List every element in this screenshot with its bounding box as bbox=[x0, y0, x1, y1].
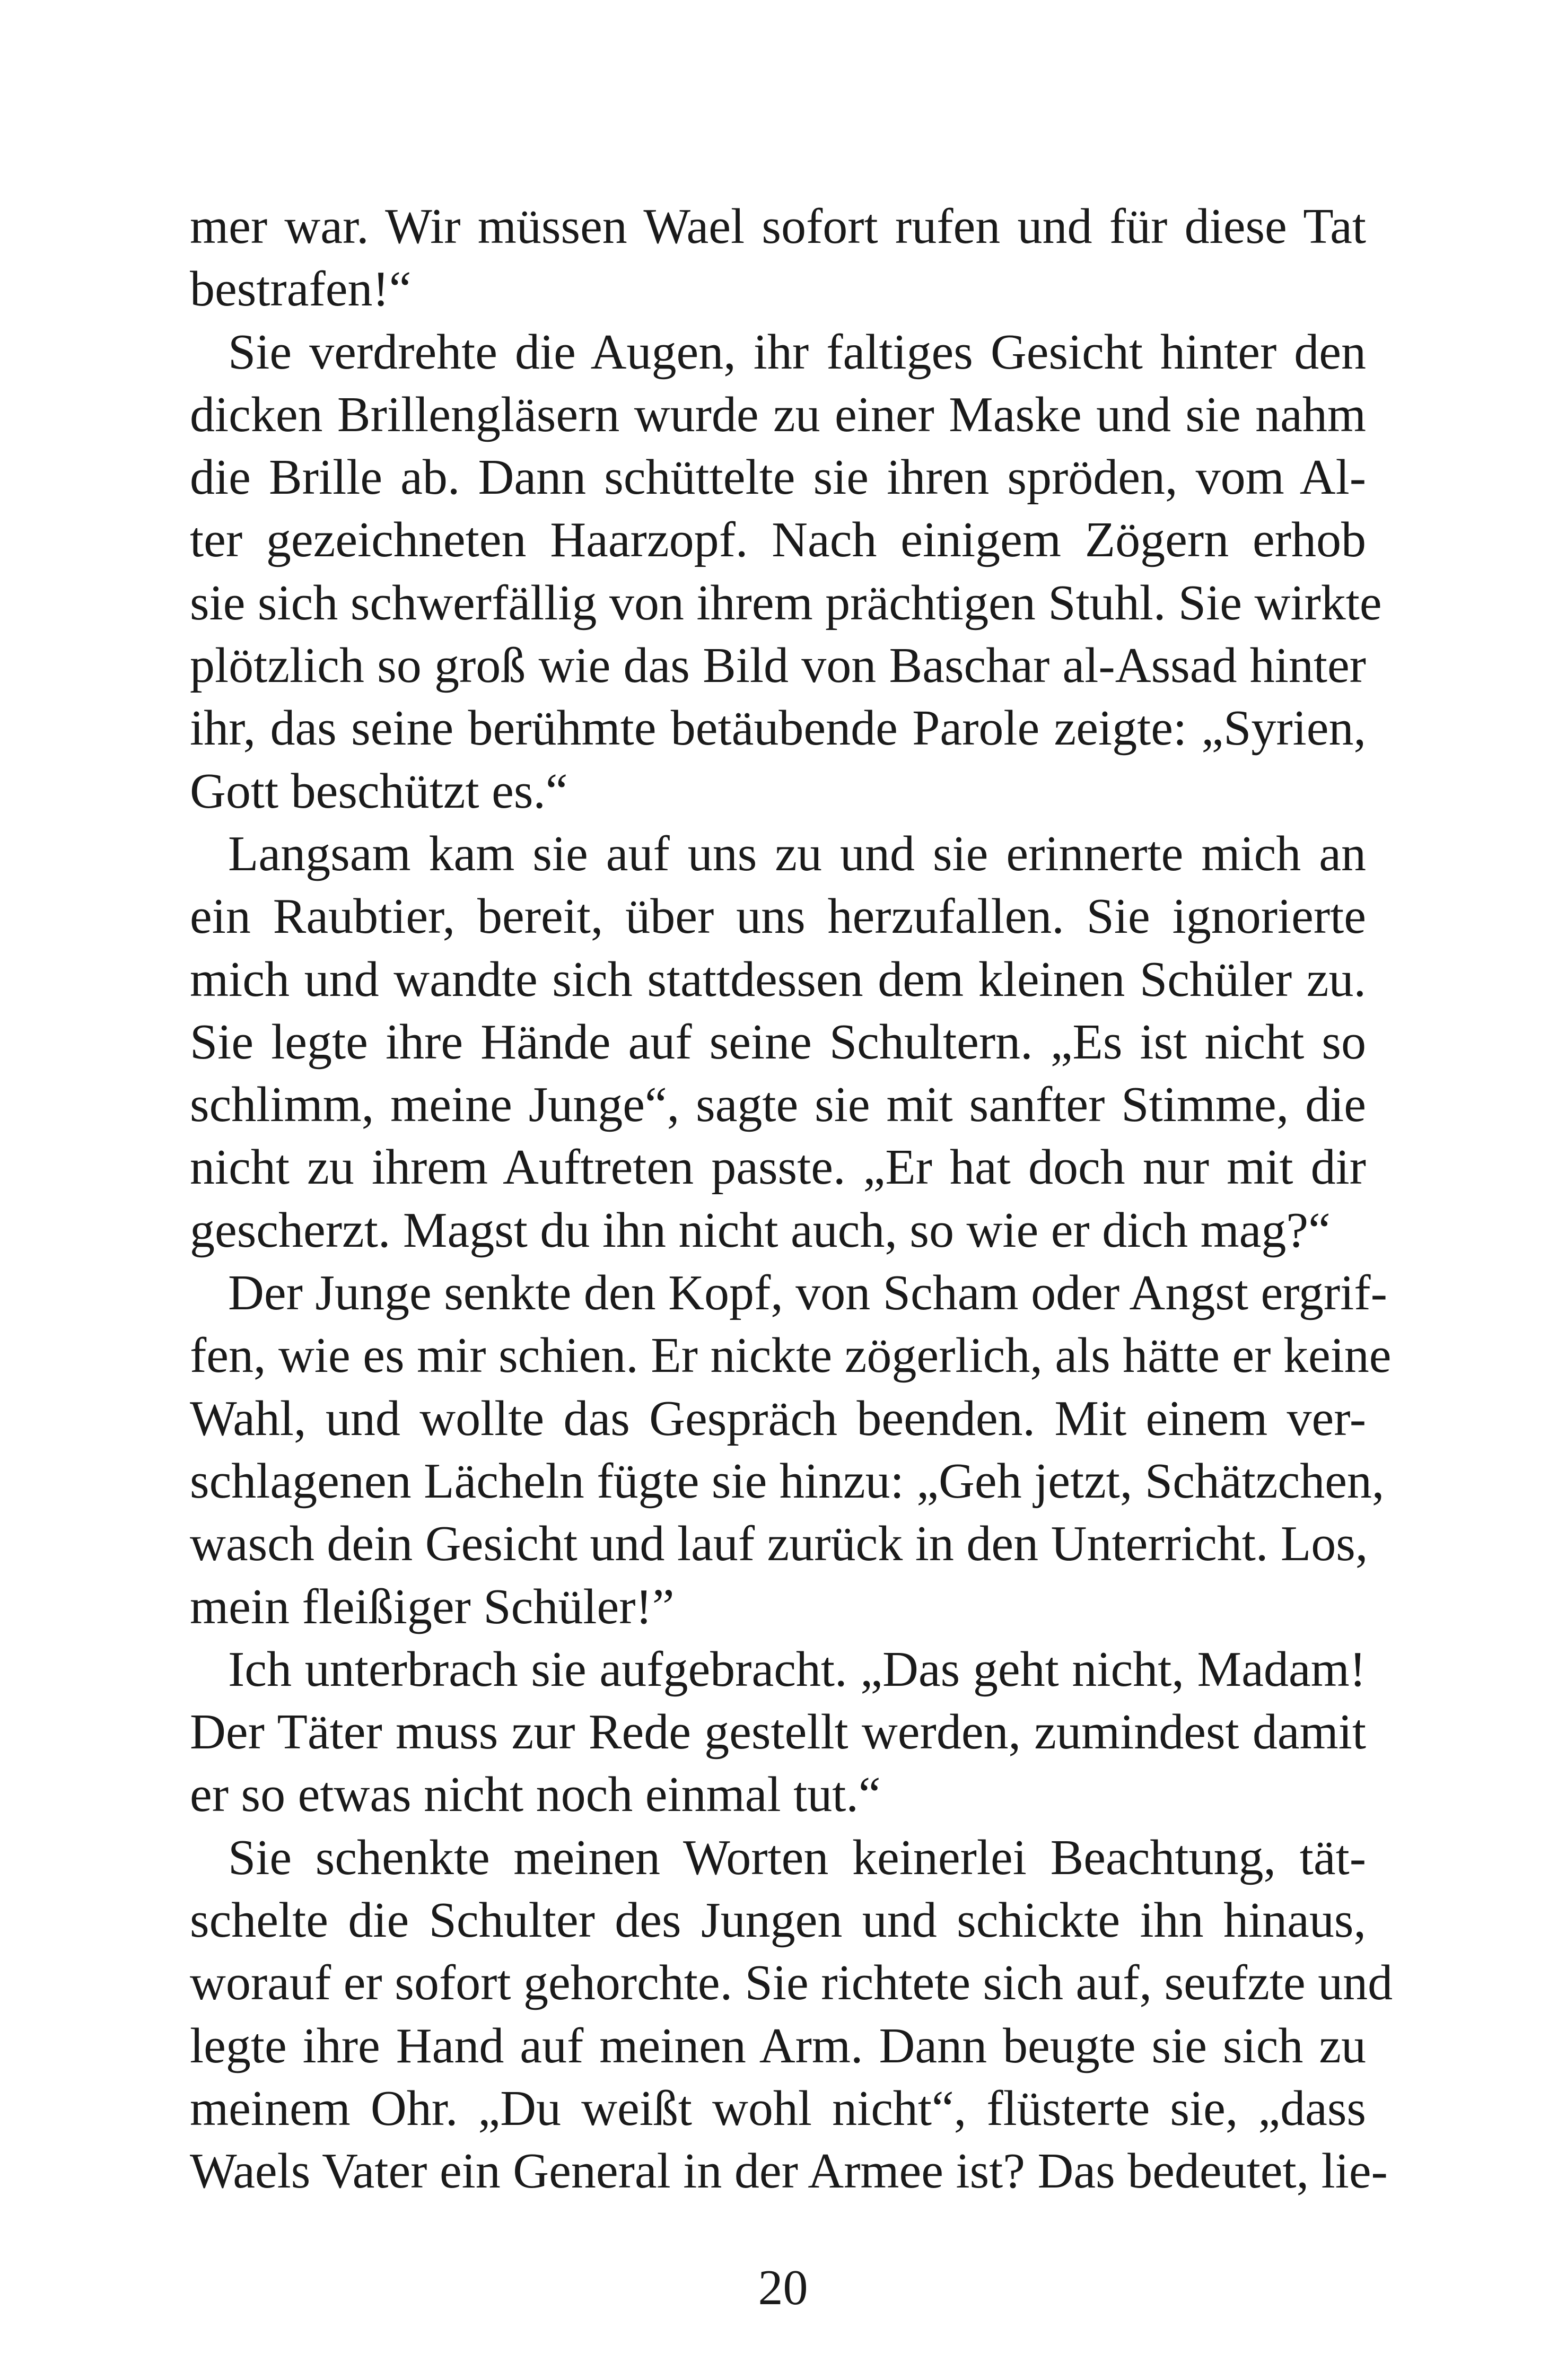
text-line: Sie verdrehte die Augen, ihr faltiges Gesicht hinter den bbox=[228, 324, 1366, 380]
text-line: ihr, das seine berühmte betäubende Parole zeigte: „Syrien, bbox=[190, 701, 1366, 756]
text-line: mer war. Wir müssen Wael sofort rufen und für diese Tat bbox=[190, 199, 1366, 254]
text-line: worauf er sofort gehorchte. Sie richtete sich auf, seufzte und bbox=[190, 1955, 1393, 2011]
text-line: meinem Ohr. „Du weißt wohl nicht“, flüsterte sie, „dass bbox=[190, 2080, 1366, 2136]
text-line: legte ihre Hand auf meinen Arm. Dann beugte sie sich zu bbox=[190, 2018, 1366, 2073]
text-line: wasch dein Gesicht und lauf zurück in den Unterricht. Los, bbox=[190, 1516, 1368, 1572]
text-line: schlagenen Lächeln fügte sie hinzu: „Geh jetzt, Schätzchen, bbox=[190, 1453, 1385, 1509]
text-line: Wahl, und wollte das Gespräch beenden. Mit einem ver- bbox=[190, 1390, 1366, 1446]
text-line: Sie legte ihre Hände auf seine Schultern. „Es ist nicht so bbox=[190, 1014, 1366, 1070]
body-text bbox=[190, 195, 1393, 2203]
text-line: Langsam kam sie auf uns zu und sie erinnerte mich an bbox=[228, 826, 1366, 881]
text-line: gescherzt. Magst du ihn nicht auch, so wie er dich mag?“ bbox=[190, 1202, 1331, 1258]
text-line: nicht zu ihrem Auftreten passte. „Er hat doch nur mit dir bbox=[190, 1140, 1366, 1195]
text-line: dicken Brillengläsern wurde zu einer Maske und sie nahm bbox=[190, 387, 1366, 442]
text-line: Der Täter muss zur Rede gestellt werden, zumindest damit bbox=[190, 1704, 1366, 1760]
text-line: er so etwas nicht noch einmal tut.“ bbox=[190, 1767, 881, 1823]
text-line: mich und wandte sich stattdessen dem kleinen Schüler zu. bbox=[190, 951, 1366, 1007]
text-line: Gott beschützt es.“ bbox=[190, 763, 568, 819]
text-line: Ich unterbrach sie aufgebracht. „Das geht nicht, Madam! bbox=[228, 1641, 1366, 1697]
text-line: bestrafen!“ bbox=[190, 261, 412, 317]
text-line: Sie schenkte meinen Worten keinerlei Beachtung, tät- bbox=[228, 1830, 1366, 1885]
text-line: schlimm, meine Junge“, sagte sie mit sanfter Stimme, die bbox=[190, 1077, 1366, 1133]
text-line: sie sich schwerfällig von ihrem prächtigen Stuhl. Sie wirkte bbox=[190, 575, 1382, 631]
text-line: schelte die Schulter des Jungen und schickte ihn hinaus, bbox=[190, 1893, 1366, 1948]
page-number: 20 bbox=[758, 2260, 808, 2315]
text-line: Der Junge senkte den Kopf, von Scham oder Angst ergrif- bbox=[228, 1265, 1387, 1321]
text-line: ter gezeichneten Haarzopf. Nach einigem Zögern erhob bbox=[190, 512, 1366, 568]
text-line: ein Raubtier, bereit, über uns herzufallen. Sie ignorierte bbox=[190, 889, 1366, 944]
text-line: Waels Vater ein General in der Armee ist? Das bedeutet, lie- bbox=[190, 2143, 1388, 2199]
text-line: die Brille ab. Dann schüttelte sie ihren spröden, vom Al- bbox=[190, 450, 1366, 505]
text-line: fen, wie es mir schien. Er nickte zögerlich, als hätte er keine bbox=[190, 1328, 1392, 1384]
text-line: mein fleißiger Schüler!” bbox=[190, 1579, 675, 1634]
text-line: plötzlich so groß wie das Bild von Baschar al-Assad hinter bbox=[190, 638, 1366, 694]
